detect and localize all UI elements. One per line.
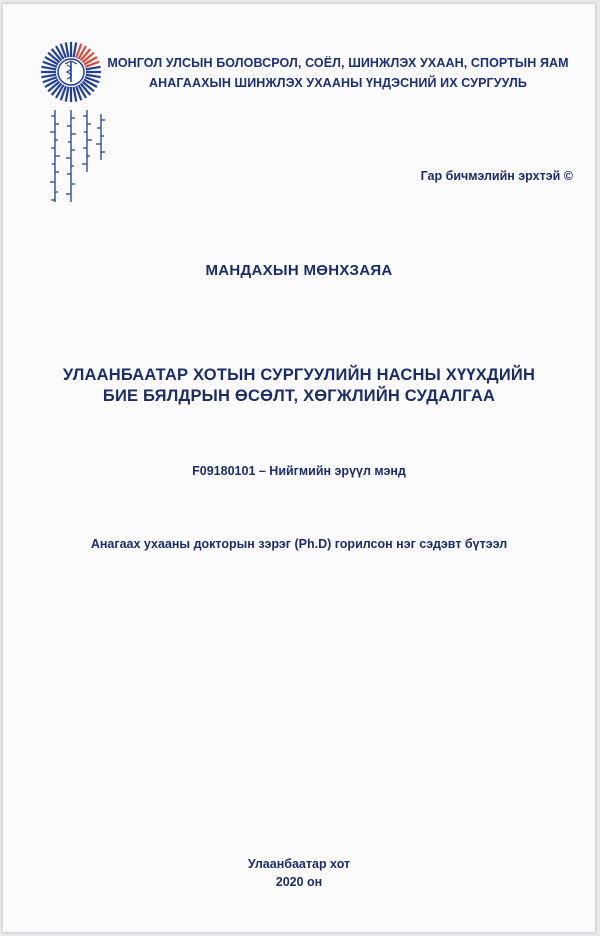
emblem-ray xyxy=(86,67,101,70)
emblem-ray xyxy=(66,87,69,102)
specialty-code: F09180101 – Нийгмийн эрүүл мэнд xyxy=(192,464,406,478)
university-name: АНАГААХЫН ШИНЖЛЭХ УХААНЫ ҮНДЭСНИЙ ИХ СУРГУУЛЬ xyxy=(149,76,527,90)
degree-statement: Анагаах ухааны докторын зэрэг (Ph.D) горилсон нэг сэдэвт бүтээл xyxy=(90,537,508,551)
publication-place: Улаанбаатар хот xyxy=(247,857,351,871)
thesis-title-line-2: БИЕ БЯЛДРЫН ӨСӨЛТ, ХӨГЖЛИЙН СУДАЛГАА xyxy=(102,387,496,405)
emblem-ray xyxy=(41,67,56,70)
emblem-ray xyxy=(41,75,56,78)
emblem-ray xyxy=(66,42,69,57)
emblem-ray xyxy=(86,75,101,78)
document-page xyxy=(3,4,595,932)
emblem-ray xyxy=(74,87,77,102)
publication-year: 2020 он xyxy=(275,875,323,889)
emblem-ray xyxy=(74,42,77,57)
ministry-name: МОНГОЛ УЛСЫН БОЛОВСРОЛ, СОЁЛ, ШИНЖЛЭХ УХААН, СПОРТЫН ЯАМ xyxy=(107,56,569,70)
copyright-notice: Гар бичмэлийн эрхтэй © xyxy=(420,169,573,183)
thesis-title-line-1: УЛААНБААТАР ХОТЫН СУРГУУЛИЙН НАСНЫ ХҮҮХДИЙН xyxy=(62,366,536,384)
author-name: МАНДАХЫН МӨНХЗАЯА xyxy=(205,262,393,279)
